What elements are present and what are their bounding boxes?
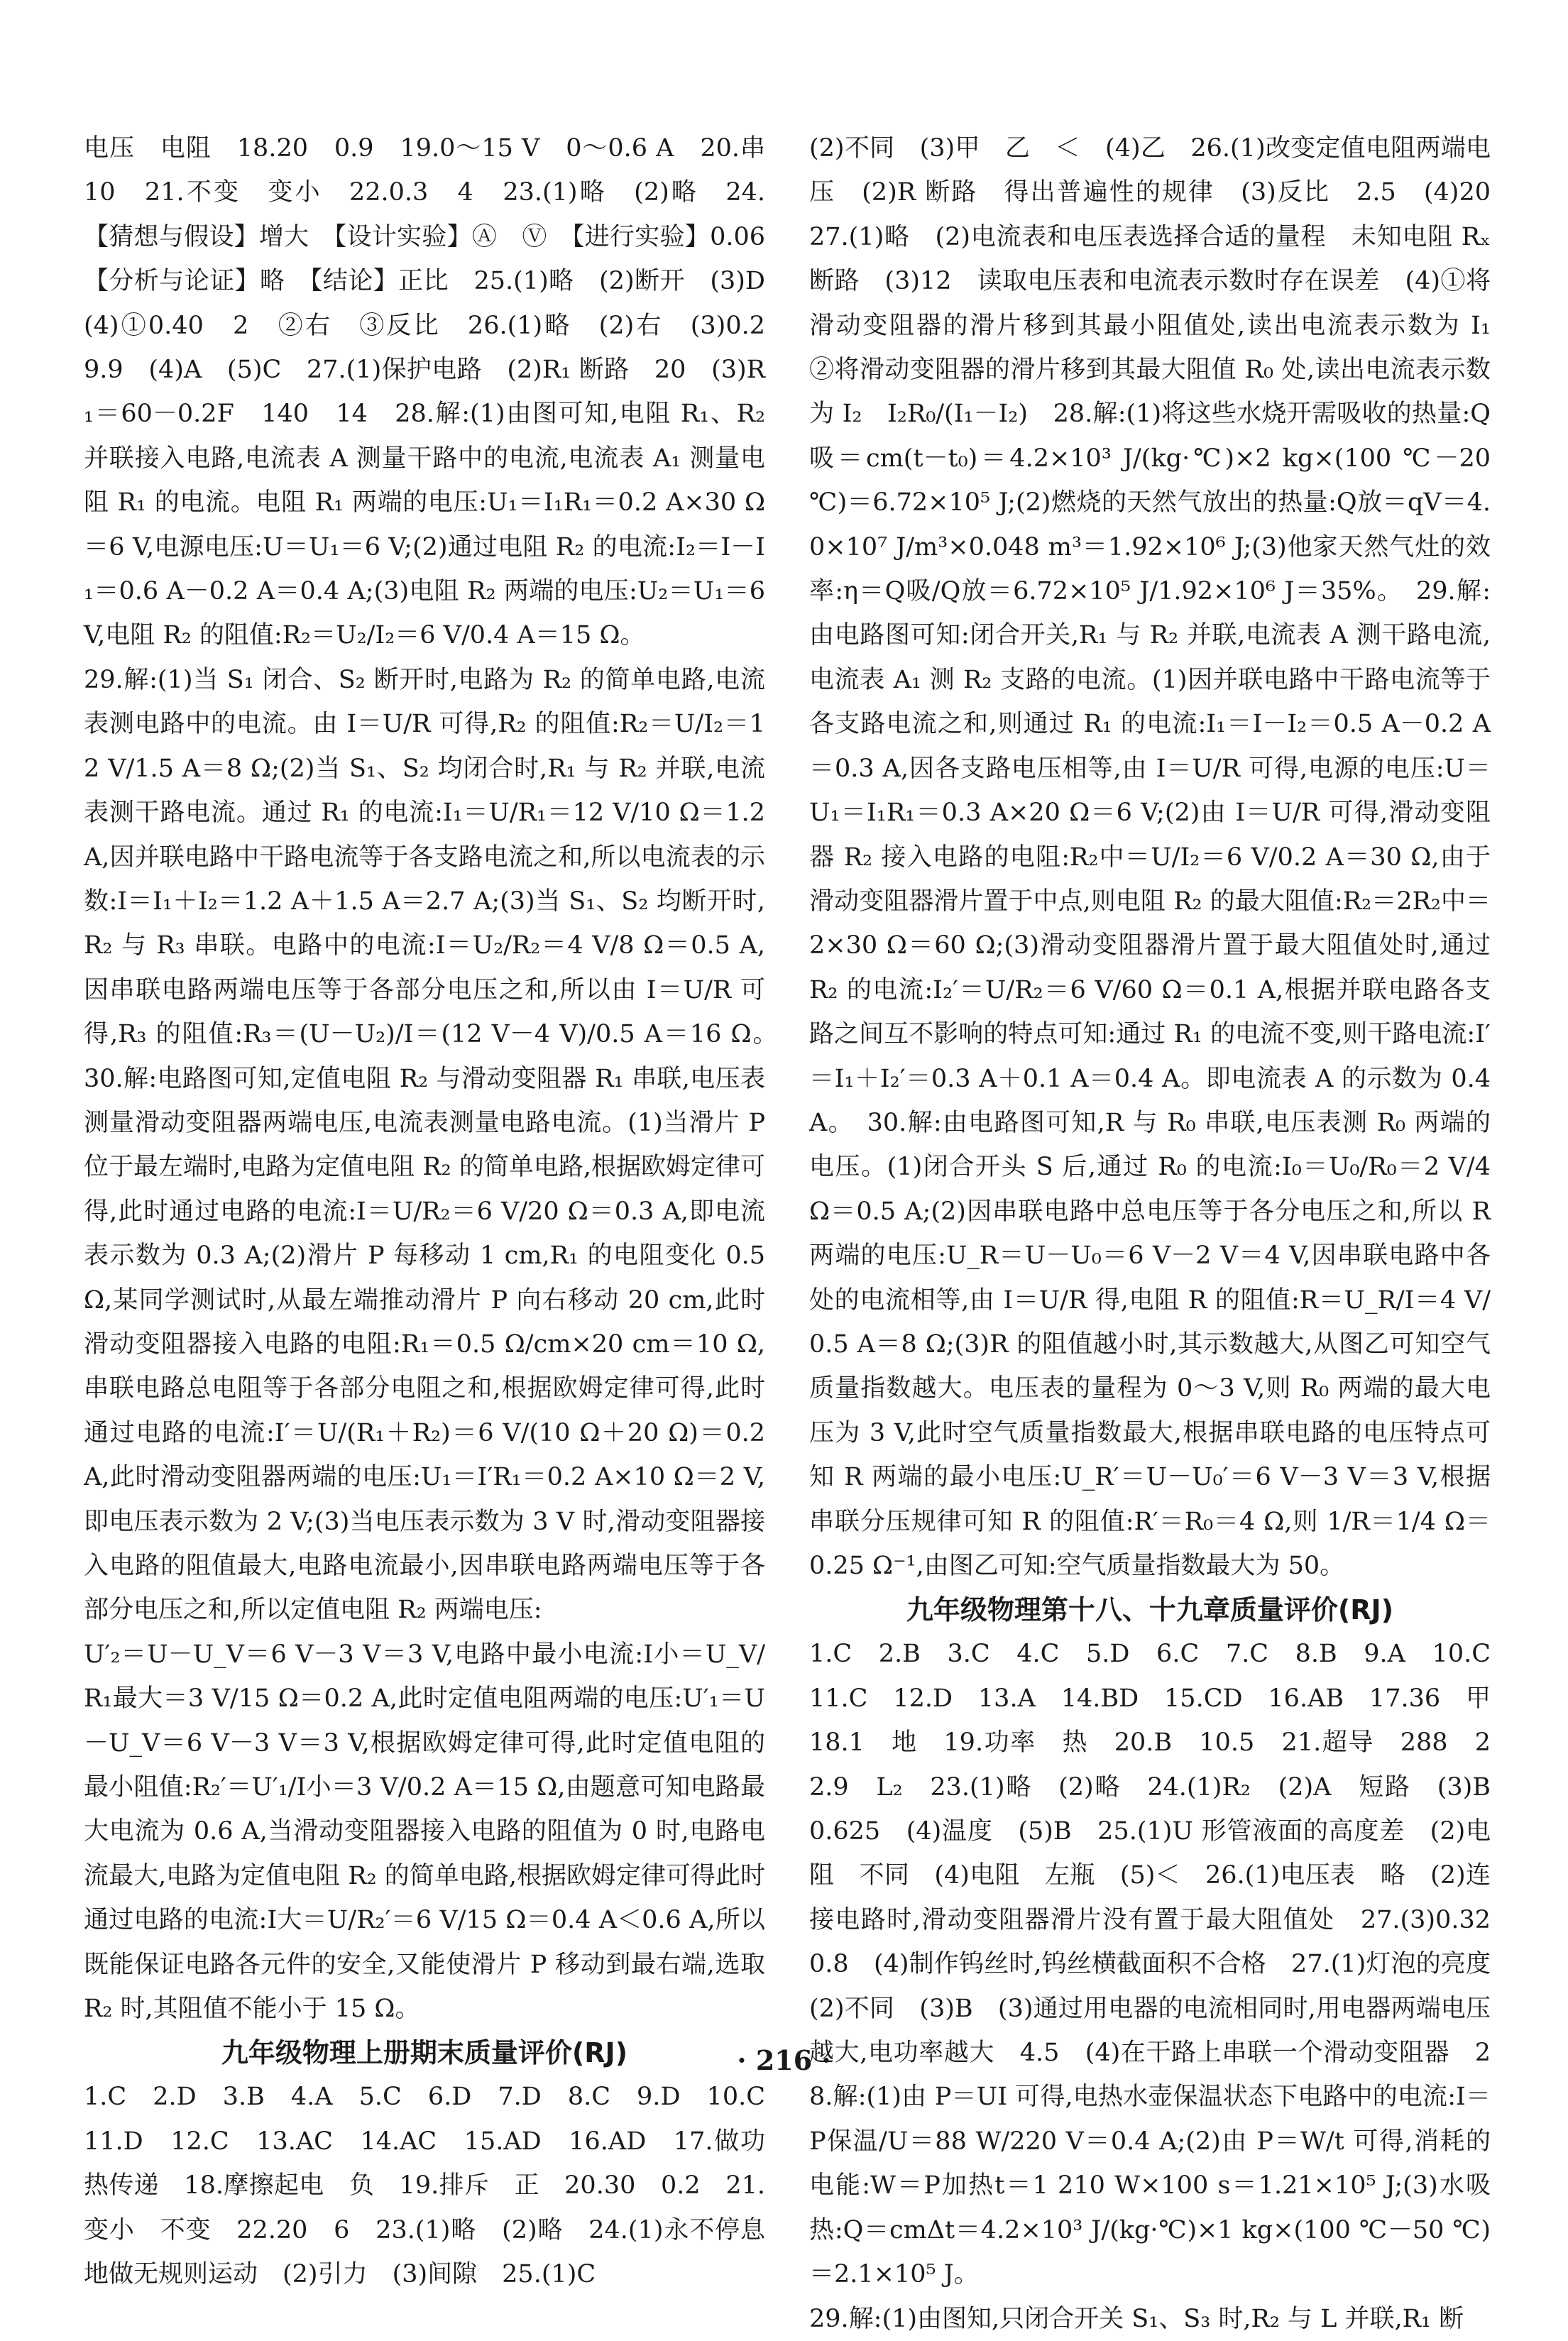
answer-block: 29.解:(1)当 S₁ 闭合、S₂ 断开时,电路为 R₂ 的简单电路,电流表测电路中的电流。由 I＝U/R 可得,R₂ 的阻值:R₂＝U/I₂＝12 V/1.5 A＝8 Ω;(2)当 S₁、S₂ 均闭合时,R₁ 与 R₂ 并联,电流表测干路电流。通过 R₁ 的电流:I₁＝U/R₁＝12 V/10 Ω＝1.2 A,因并联电路中干路电流等于各支路电流之和,所以电流表的示数:I＝I₁＋I₂＝1.2 A＋1.5 A＝2.7 A;(3)当 S₁、S₂ 均断开时,R₂ 与 R₃ 串联。电路中的电流:I＝U₂/R₂＝4 V/8 Ω＝0.5 A,因串联电路两端电压等于各部分电压之和,所以由 I＝U/R 可得,R₃ 的阻值:R₃＝(U－U₂)/I＝(12 V－4 V)/0.5 A＝16 Ω。 30.解:电路图可知,定值电阻 R₂ 与滑动变阻器 R₁ 串联,电压表测量滑动变阻器两端电压,电流表测量电路电流。(1)当滑片 P 位于最左端时,电路为定值电阻 R₂ 的简单电路,根据欧姆定律可得,此时通过电路的电流:I＝U/R₂＝6 V/20 Ω＝0.3 A,即电流表示数为 0.3 A;(2)滑片 P 每移动 1 cm,R₁ 的电阻变化 0.5 Ω,某同学测试时,从最左端推动滑片 P 向右移动 20 cm,此时滑动变阻器接入电路的电阻:R₁＝0.5 Ω/cm×20 cm＝10 Ω,串联电路总电阻等于各部分电阻之和,根据欧姆定律可得,此时通过电路的电流:I′＝U/(R₁＋R₂)＝6 V/(10 Ω＋20 Ω)＝0.2 A,此时滑动变阻器两端的电压:U₁＝I′R₁＝0.2 A×10 Ω＝2 V,即电压表示数为 2 V;(3)当电压表示数为 3 V 时,滑动变阻器接入电路的阻值最大,电路电流最小,因串联电路两端电压等于各部分电压之和,所以定值电阻 R₂ 两端电压: bbox=[84, 665, 791, 1625]
answer-block: 1.C 2.B 3.C 4.C 5.D 6.C 7.C 8.B 9.A 10.C 11.C 12.D 13.A 14.BD 15.CD 16.AB 17.36 甲 18.1 地 19.功率 热 20.B 10.5 21.超导 288 22.9 L₂ 23.(1)略 (2)略 24.(1)R₂ (2)A 短路 (3)B 0.625 (4)温度 (5)B 25.(1)U 形管液面的高度差 (2)电阻 不同 (4)电阻 左瓶 (5)＜ 26.(1)电压表 略 (2)连接电路时,滑动变阻器滑片没有置于最大阻值处 27.(3)0.32 0.8 (4)制作钨丝时,钨丝横截面积不合格 27.(1)灯泡的亮度 (2)不同 (3)B (3)通过用电器的电流相同时,用电器两端电压越大,电功率越大 4.5 (4)在干路上串联一个滑动变阻器 28.解:(1)由 P＝UI 可得,电热水壶保温状态下电路中的电流:I＝P保温/U＝88 W/220 V＝0.4 A;(2)由 P＝W/t 可得,消耗的电能:W＝P加热t＝1 210 W×100 s＝1.21×10⁵ J;(3)水吸热:Q＝cmΔt＝4.2×10³ J/(kg·℃)×1 kg×(100 ℃－50 ℃)＝2.1×10⁵ J。 bbox=[809, 1640, 1516, 2289]
section-heading: 九年级物理第十八、十九章质量评价(RJ) bbox=[906, 1594, 1394, 1626]
answer-block: 29.解:(1)由图知,只闭合开关 S₁、S₃ 时,R₂ 与 L 并联,R₁ 断 bbox=[809, 2304, 1464, 2333]
right-column bbox=[809, 126, 1516, 2333]
answer-block: 电压 电阻 18.20 0.9 19.0～15 V 0～0.6 A 20.串 10 21.不变 变小 22.0.3 4 23.(1)略 (2)略 24.【猜想与假设】增大 【设计实验】Ⓐ Ⓥ 【进行实验】0.06 【分析与论证】略 【结论】正比 25.(1)略 (2)断开 (3)D (4)①0.40 2 ②右 ③反比 26.(1)略 (2)右 (3)0.2 9.9 (4)A (5)C 27.(1)保护电路 (2)R₁ 断路 20 (3)R₁＝60－0.2F 140 14 28.解:(1)由图可知,电阻 R₁、R₂ 并联接入电路,电流表 A 测量干路中的电流,电流表 A₁ 测量电阻 R₁ 的电流。电阻 R₁ 两端的电压:U₁＝I₁R₁＝0.2 A×30 Ω＝6 V,电源电压:U＝U₁＝6 V;(2)通过电阻 R₂ 的电流:I₂＝I－I₁＝0.6 A－0.2 A＝0.4 A;(3)电阻 R₂ 两端的电压:U₂＝U₁＝6 V,电阻 R₂ 的阻值:R₂＝U₂/I₂＝6 V/0.4 A＝15 Ω。 bbox=[84, 134, 791, 650]
answer-block: 1.C 2.D 3.B 4.A 5.C 6.D 7.D 8.C 9.D 10.C 11.D 12.C 13.AC 14.AC 15.AD 16.AD 17.做功 热传递 18.摩擦起电 负 19.排斥 正 20.30 0.2 21.变小 不变 22.20 6 23.(1)略 (2)略 24.(1)永不停息地做无规则运动 (2)引力 (3)间隙 25.(1)C bbox=[84, 2083, 791, 2289]
answer-block: U′₂＝U－U_V＝6 V－3 V＝3 V,电路中最小电流:I小＝U_V/R₁最大＝3 V/15 Ω＝0.2 A,此时定值电阻两端的电压:U′₁＝U－U_V＝6 V－3 V＝3 V,根据欧姆定律可得,此时定值电阻的最小阻值:R₂′＝U′₁/I小＝3 V/0.2 A＝15 Ω,由题意可知电路最大电流为 0.6 A,当滑动变阻器接入电路的阻值为 0 时,电路电流最大,电路为定值电阻 R₂ 的简单电路,根据欧姆定律可得此时通过电路的电流:I大＝U/R₂′＝6 V/15 Ω＝0.4 A＜0.6 A,所以既能保证电路各元件的安全,又能使滑片 P 移动到最右端,选取 R₂ 时,其阻值不能小于 15 Ω。 bbox=[84, 1640, 765, 2024]
answer-block: (2)不同 (3)甲 乙 ＜ (4)乙 26.(1)改变定值电阻两端电压 (2)R 断路 得出普遍性的规律 (3)反比 2.5 (4)20 27.(1)略 (2)电流表和电压表选择合适的量程 未知电阻 Rₓ 断路 (3)12 读取电压表和电流表示数时存在误差 (4)①将滑动变阻器的滑片移到其最小阻值处,读出电流表示数为 I₁ ②将滑动变阻器的滑片移到其最大阻值 R₀ 处,读出电流表示数为 I₂ I₂R₀/(I₁－I₂) 28.解:(1)将这些水烧开需吸收的热量:Q吸＝cm(t－t₀)＝4.2×10³ J/(kg·℃)×2 kg×(100 ℃－20 ℃)＝6.72×10⁵ J;(2)燃烧的天然气放出的热量:Q放＝qV＝4.0×10⁷ J/m³×0.048 m³＝1.92×10⁶ J;(3)他家天然气灶的效率:η＝Q吸/Q放＝6.72×10⁵ J/1.92×10⁶ J＝35%。 29.解:由电路图可知:闭合开关,R₁ 与 R₂ 并联,电流表 A 测干路电流,电流表 A₁ 测 R₂ 支路的电流。(1)因并联电路中干路电流等于各支路电流之和,则通过 R₁ 的电流:I₁＝I－I₂＝0.5 A－0.2 A＝0.3 A,因各支路电压相等,由 I＝U/R 可得,电源的电压:U＝U₁＝I₁R₁＝0.3 A×20 Ω＝6 V;(2)由 I＝U/R 可得,滑动变阻器 R₂ 接入电路的电阻:R₂中＝U/I₂＝6 V/0.2 A＝30 Ω,由于滑动变阻器滑片置于中点,则电阻 R₂ 的最大阻值:R₂＝2R₂中＝2×30 Ω＝60 Ω;(3)滑动变阻器滑片置于最大阻值处时,通过 R₂ 的电流:I₂′＝U/R₂＝6 V/60 Ω＝0.1 A,根据并联电路各支路之间互不影响的特点可知:通过 R₁ 的电流不变,则干路电流:I′＝I₁＋I₂′＝0.3 A＋0.1 A＝0.4 A。即电流表 A 的示数为 0.4 A。 30.解:由电路图可知,R 与 R₀ 串联,电压表测 R₀ 两端的电压。(1)闭合开头 S 后,通过 R₀ 的电流:I₀＝U₀/R₀＝2 V/4 Ω＝0.5 A;(2)因串联电路中总电压等于各分电压之和,所以 R 两端的电压:U_R＝U－U₀＝6 V－2 V＝4 V,因串联电路中各处的电流相等,由 I＝U/R 得,电阻 R 的阻值:R＝U_R/I＝4 V/0.5 A＝8 Ω;(3)R 的阻值越小时,其示数越大,从图乙可知空气质量指数越大。电压表的量程为 0～3 V,则 R₀ 两端的最大电压为 3 V,此时空气质量指数最大,根据串联电路的电压特点可知 R 两端的最小电压:U_R′＝U－U₀′＝6 V－3 V＝3 V,根据串联分压规律可知 R 的阻值:R′＝R₀＝4 Ω,则 1/R＝1/4 Ω＝0.25 Ω⁻¹,由图乙可知:空气质量指数最大为 50。 bbox=[809, 134, 1516, 1580]
section-heading: 九年级物理上册期末质量评价(RJ) bbox=[221, 2037, 628, 2069]
page-number: · 216 · bbox=[737, 2044, 831, 2076]
answer-page bbox=[84, 126, 1516, 2333]
